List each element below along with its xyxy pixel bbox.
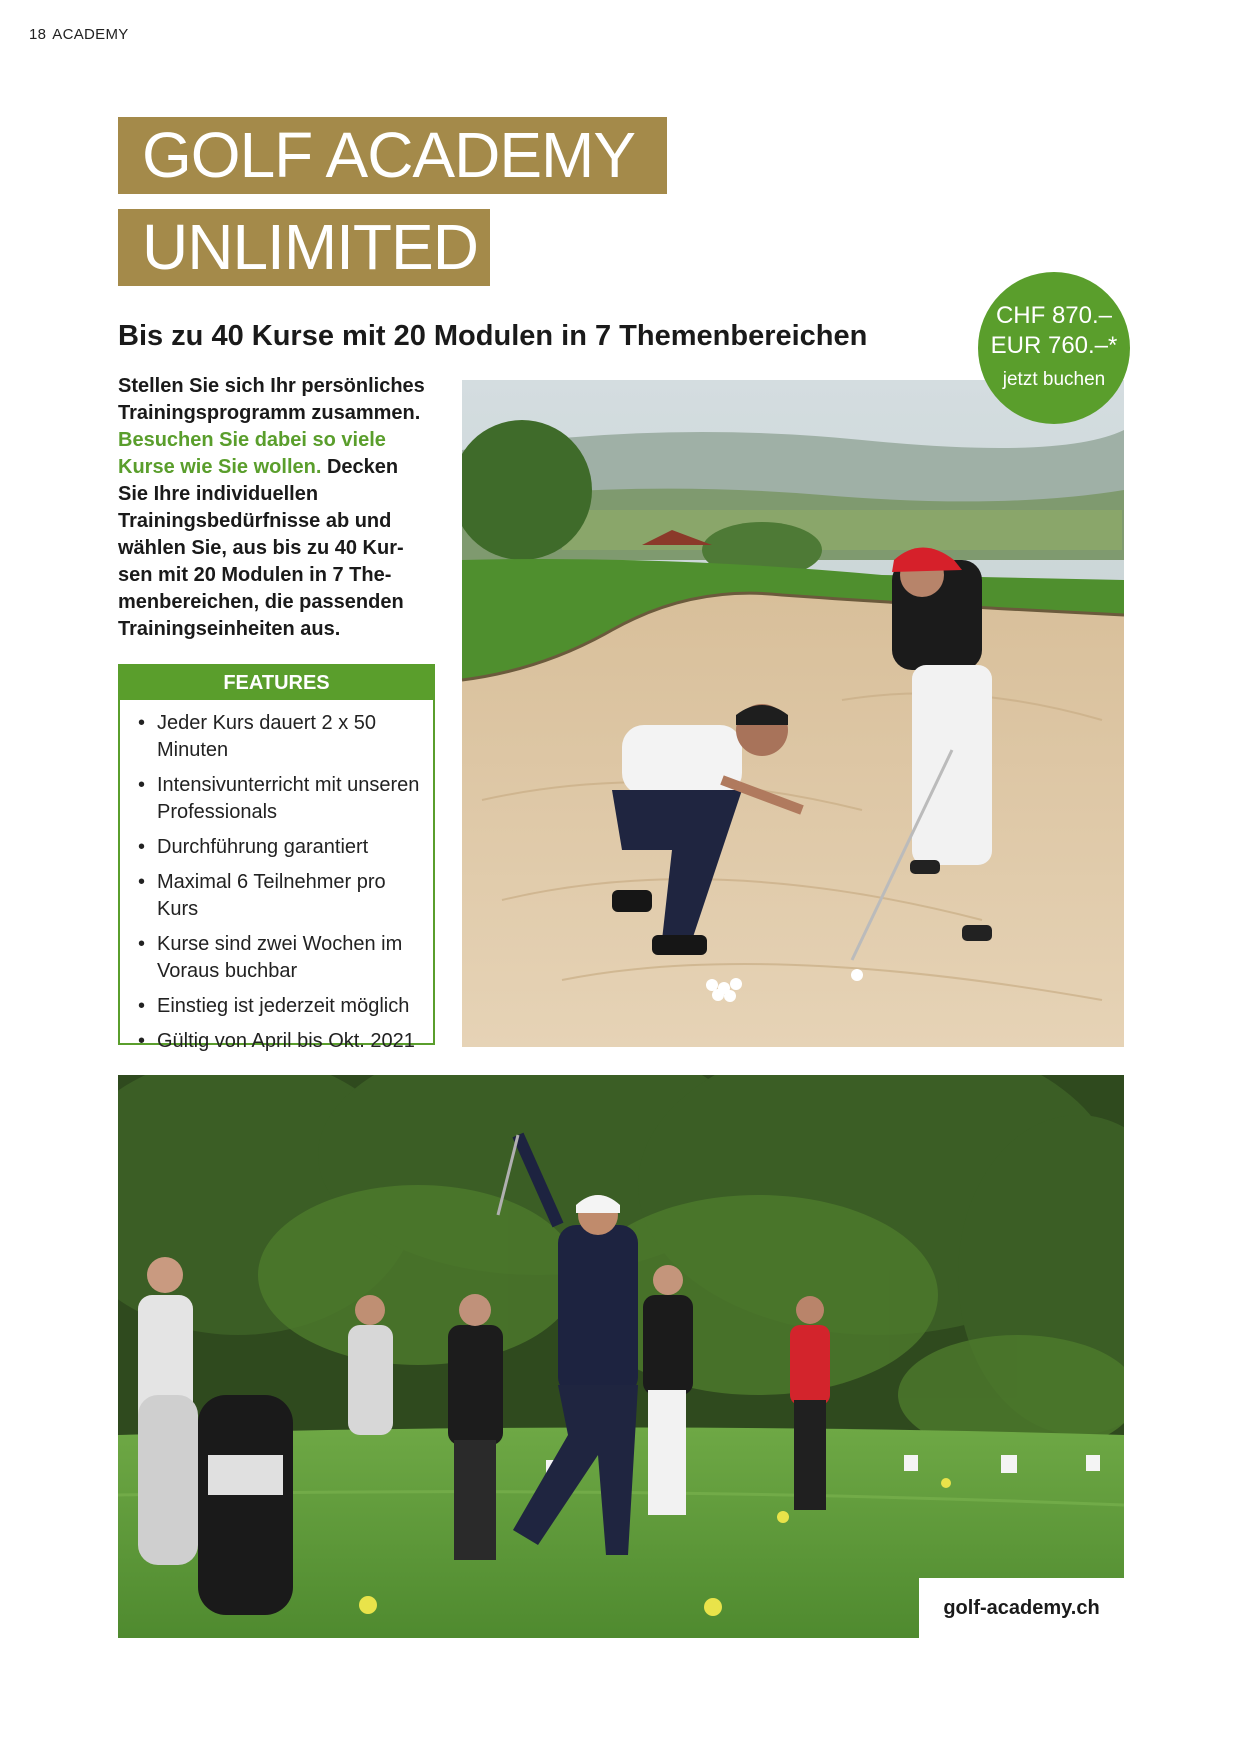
page-number: 18 [29, 26, 47, 43]
book-now-link[interactable]: jetzt buchen [1002, 369, 1106, 390]
feature-item: • Einstieg ist jederzeit möglich [138, 993, 425, 1020]
page-subtitle: Bis zu 40 Kurse mit 20 Modulen in 7 Themenbereichen [118, 320, 868, 352]
intro-highlight: Besuchen Sie dabei so viele Kurse wie Sie wollen. [118, 429, 386, 478]
feature-item: • Maximal 6 Teilnehmer pro Kurs [138, 869, 425, 923]
running-header [29, 26, 135, 43]
intro-text-2: Decken Sie Ihre individuellen Trainingsbedürfnisse ab und wählen Sie, aus bis zu 40 Kursen mit 20 Modulen in 7 Themenbereichen, die passenden Trainingseinheiten aus. [118, 456, 404, 640]
feature-item: • Gültig von April bis Okt. 2021 [138, 1028, 425, 1055]
website-link[interactable]: golf-academy.ch [919, 1578, 1124, 1638]
section-name: ACADEMY [52, 26, 129, 43]
intro-text-1: Stellen Sie sich Ihr persönliches Trainingsprogramm zusammen. [118, 375, 425, 424]
title-line-2: UNLIMITED [118, 209, 490, 286]
bunker-lesson-photo [462, 380, 1124, 1047]
features-list [120, 700, 433, 1055]
features-box [118, 664, 435, 1052]
intro-paragraph [118, 373, 428, 643]
feature-item: • Durchführung garantiert [138, 834, 425, 861]
price-eur: EUR 760.–* [990, 332, 1118, 359]
price-badge[interactable] [978, 272, 1130, 424]
features-heading: FEATURES [120, 666, 433, 700]
feature-item: • Intensivunterricht mit unseren Professionals [138, 772, 425, 826]
price-chf: CHF 870.– [995, 302, 1113, 329]
feature-item: • Jeder Kurs dauert 2 x 50 Minuten [138, 710, 425, 764]
feature-item: • Kurse sind zwei Wochen im Voraus buchbar [138, 931, 425, 985]
driving-range-photo [118, 1075, 1124, 1638]
title-line-1: GOLF ACADEMY [118, 117, 667, 194]
